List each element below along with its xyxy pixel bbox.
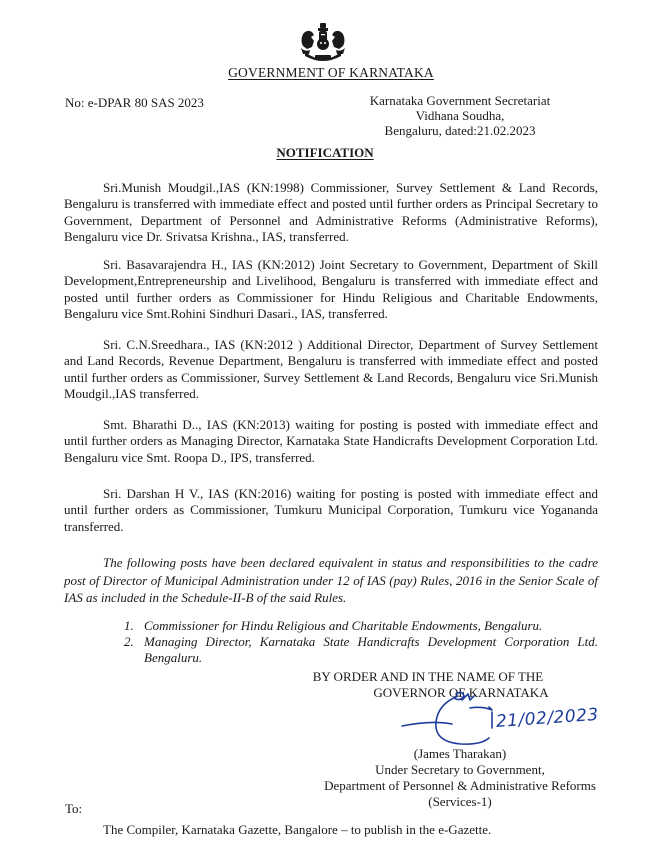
equivalence-statement: The following posts have been declared equivalent in status and responsibilities to the cadre post of Director of Municipal Administration under 12 of IAS (pay) Rules, 2016 in the Senior Scale of IAS as included in the Schedule-II-B of the said Rules. [64,555,598,605]
signatory-section: (Services-1) [428,794,492,809]
recipient: The Compiler, Karnataka Gazette, Bangalore – to publish in the e-Gazette. [103,822,492,837]
list-item-number: 2. [124,634,134,649]
government-name: GOVERNMENT OF KARNATAKA [228,65,434,80]
signatory-block [300,746,620,810]
list-item [124,634,598,666]
transfer-paragraph-2: Sri. Basavarajendra H., IAS (KN:2012) Joint Secretary to Government, Department of Skill Development,Entrepreneurship and Livelihood, Bengaluru is transferred with immediate effect and posted until further orders as Commissioner for Hindu Religious and Charitable Endowments, Bengaluru vice Smt.Rohini Sindhuri Dasari., IAS, transferred. [64,257,598,321]
transfer-paragraph-5: Sri. Darshan H V., IAS (KN:2016) waiting for posting is posted with immediate effect and until further orders as Commissioner, Tumkuru Municipal Corporation, Tumkuru vice Yogananda transferred. [64,486,598,534]
equivalent-posts-list [124,618,598,666]
list-item [124,618,598,634]
to-label: To: [65,801,83,816]
order-line-1: BY ORDER AND IN THE NAME OF THE [312,669,544,684]
list-item-number: 1. [124,618,134,633]
order-line-2: GOVERNOR OF KARNATAKA [373,685,549,700]
transfer-paragraph-1: Sri.Munish Moudgil.,IAS (KN:1998) Commissioner, Survey Settlement & Land Records, Bengaluru is transferred with immediate effect and posted until further orders as Principal Secretary to Government, Department of Personnel and Administrative Reforms (Administrative Reforms), Bengaluru vice Dr. Srivatsa Krishna., IAS, transferred. [64,180,598,244]
signatory-department: Department of Personnel & Administrative Reforms [324,778,596,793]
office-address [345,93,575,138]
signatory-designation: Under Secretary to Government, [375,762,545,777]
signatory-name: (James Tharakan) [413,746,507,761]
list-item-text: Managing Director, Karnataka State Handicrafts Development Corporation Ltd. Bengaluru. [144,634,598,665]
notification-title: NOTIFICATION [276,145,374,160]
address-line-3: Bengaluru, dated:21.02.2023 [384,123,536,138]
transfer-paragraph-3: Sri. C.N.Sreedhara., IAS (KN:2012 ) Additional Director, Department of Survey Settlement and Land Records, Revenue Department, Bengaluru is transferred with immediate effect and posted until further orders as Commissioner, Survey Settlement & Land Records, Bengaluru vice Sri.Munish Moudgil.,IAS transferred. [64,337,598,401]
state-emblem-icon [297,22,349,64]
list-item-text: Commissioner for Hindu Religious and Charitable Endowments, Bengaluru. [144,618,543,633]
government-heading [0,65,650,81]
address-line-1: Karnataka Government Secretariat [369,93,551,108]
signature-date: 21/02/2023 [495,704,600,732]
transfer-paragraph-4: Smt. Bharathi D.., IAS (KN:2013) waiting for posting is posted with immediate effect and until further orders as Managing Director, Karnataka State Handicrafts Development Corporation Ltd. Bengaluru vice Smt. Roopa D., IPS, transferred. [64,417,598,465]
address-line-2: Vidhana Soudha, [415,108,505,123]
reference-number: No: e-DPAR 80 SAS 2023 [65,95,204,110]
